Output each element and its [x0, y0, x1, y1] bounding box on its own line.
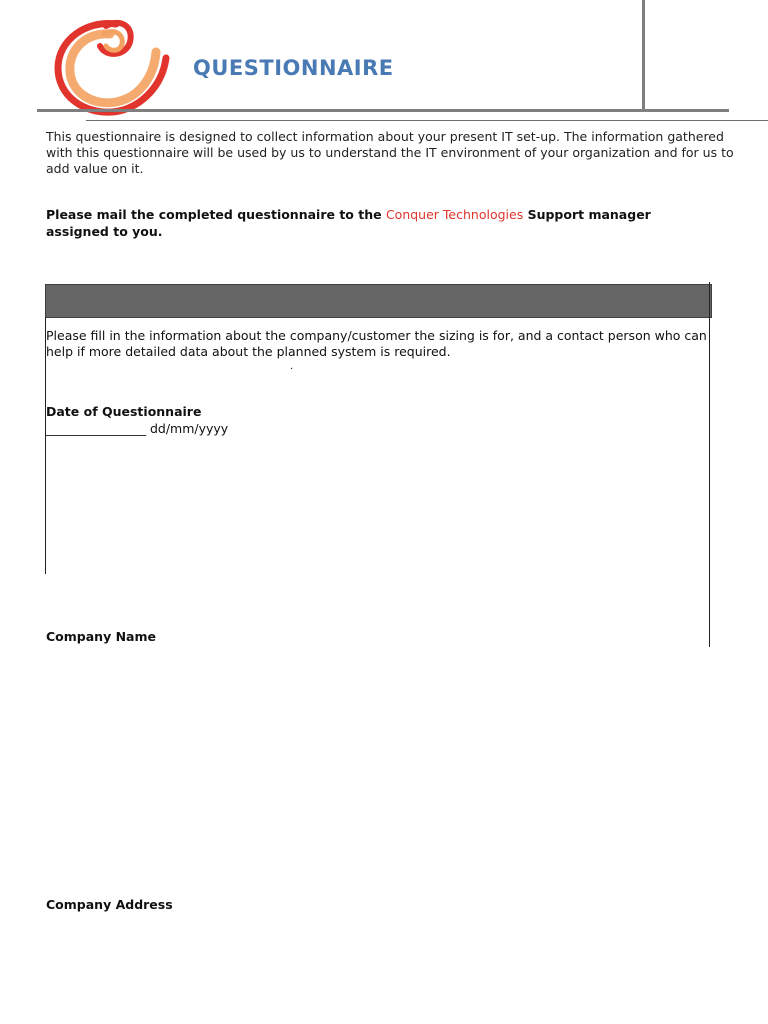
header-vertical-divider: [642, 0, 645, 110]
date-label: Date of Questionnaire: [46, 404, 202, 419]
section-header-bar: [45, 284, 712, 318]
date-field[interactable]: [46, 421, 228, 436]
date-format-hint: dd/mm/yyyy: [146, 421, 229, 436]
company-address-label: Company Address: [46, 897, 173, 912]
stray-dot: .: [290, 361, 294, 372]
date-blank: ________________: [46, 421, 146, 436]
header-horizontal-divider: [37, 109, 729, 112]
company-name-label: Company Name: [46, 629, 156, 644]
page-title: QUESTIONNAIRE: [193, 56, 394, 80]
mail-note-before: Please mail the completed questionnaire to the: [46, 207, 386, 222]
intro-text: [46, 129, 736, 177]
mail-note-after: Support manager assigned to you.: [46, 207, 651, 239]
intro-paragraph: This questionnaire is designed to collect information about your present IT set-up. The information gathered with this questionnaire will be used by us to understand the IT environment of your organization and for us to add value on it.: [46, 129, 734, 176]
company-brand-name: Conquer Technologies: [385, 207, 524, 222]
swirl-logo-icon: [46, 12, 172, 120]
section-instructions: Please fill in the information about the company/customer the sizing is for, and a contact person who can help if more detailed data about the planned system is required.: [46, 328, 707, 359]
mail-instruction: [46, 206, 706, 240]
header-thin-divider: [86, 120, 768, 121]
